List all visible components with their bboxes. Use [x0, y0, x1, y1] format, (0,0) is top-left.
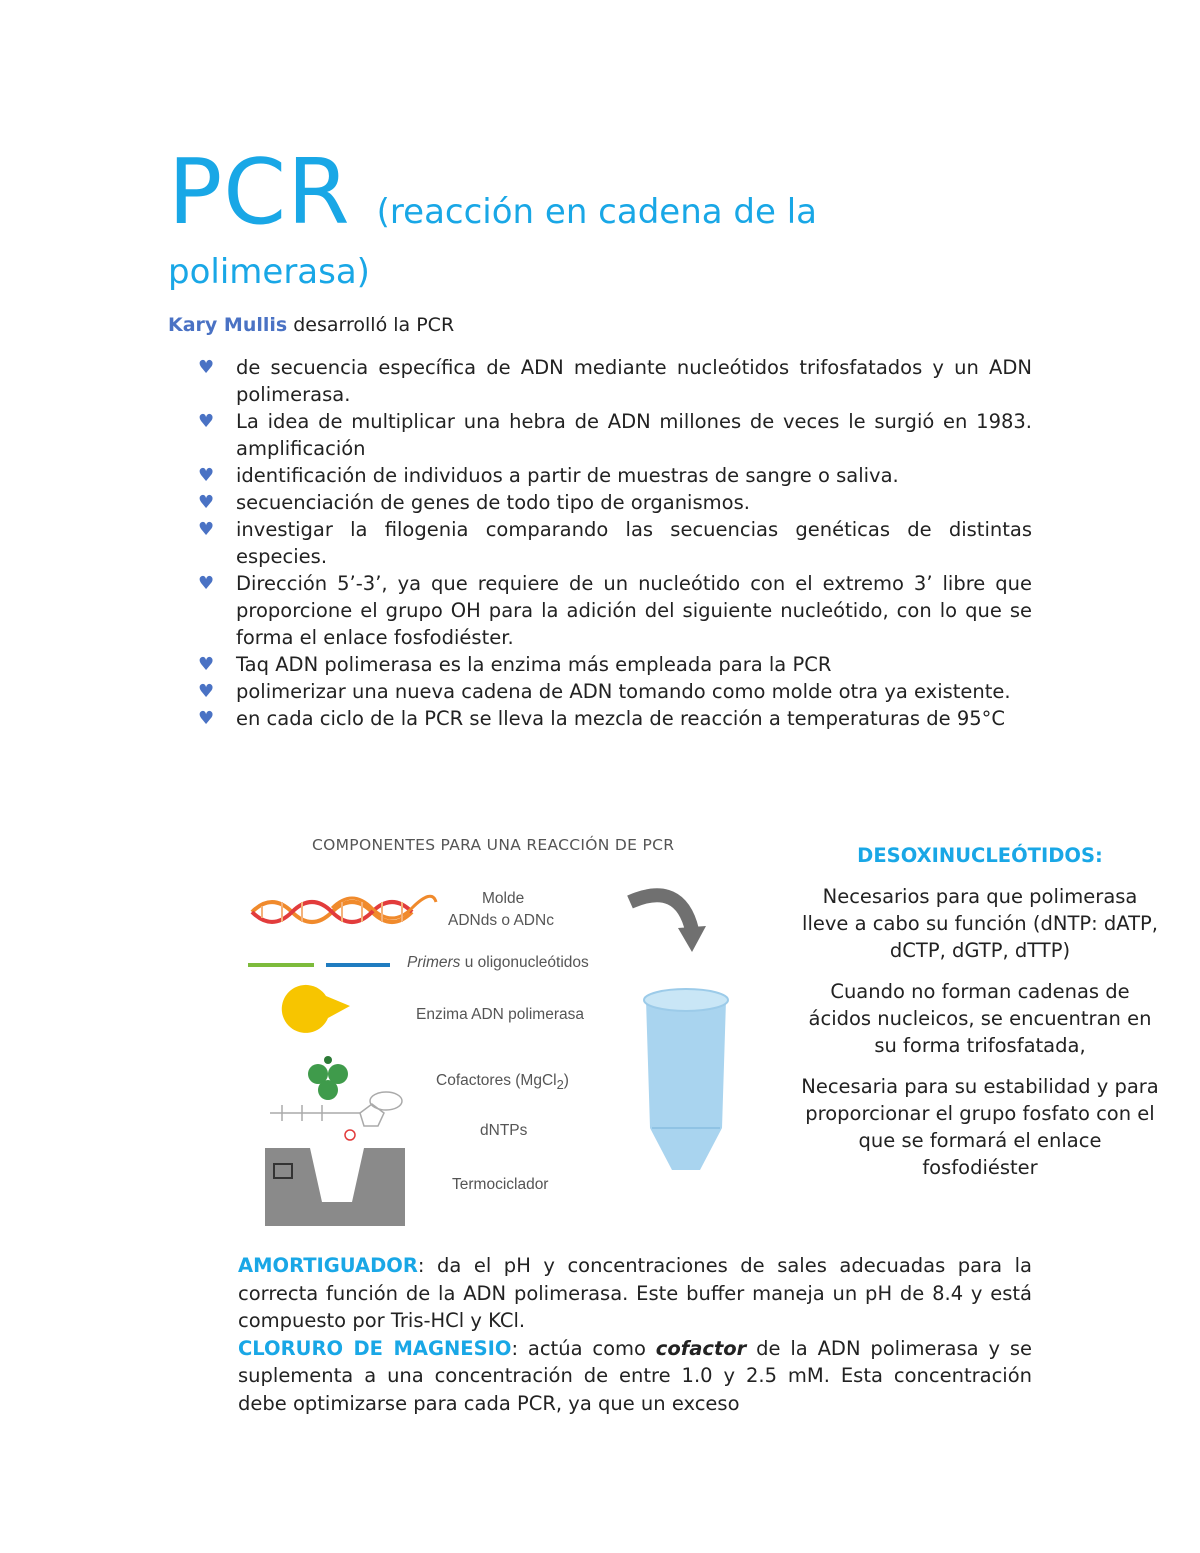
pcr-tube-icon — [644, 989, 728, 1170]
cofactor-icon — [308, 1056, 348, 1100]
desoxinucleotidos-panel — [800, 842, 1160, 1195]
pcr-components-figure — [240, 828, 780, 1228]
list-item: ♥ en cada ciclo de la PCR se lleva la mezcla de reacción a temperaturas de 95°C — [198, 707, 1006, 730]
label-molde-type: ADNds o ADNc — [448, 912, 554, 929]
list-item: ♥ Dirección 5’-3’, ya que requiere de un nucleótido con el extremo 3’ libre que proporcione el grupo OH para la adición del siguiente nucleótido, con lo que se forma el enlace fosfodiéster. — [198, 572, 1032, 649]
page-title — [168, 140, 1068, 245]
heart-bullet-icon: ♥ — [198, 681, 215, 702]
list-item: ♥ identificación de individuos a partir de muestras de sangre o saliva. — [198, 464, 899, 487]
amortiguador-paragraph: AMORTIGUADOR: da el pH y concentraciones de sales adecuadas para la correcta función de la ADN polimerasa. Este buffer maneja un pH de 8.4 y está compuesto por Tris-HCl y KCl. — [238, 1254, 1032, 1332]
enzyme-icon — [282, 985, 350, 1033]
title-main: PCR — [168, 140, 351, 245]
heart-bullet-icon: ♥ — [198, 519, 215, 540]
label-molde: Molde — [482, 890, 525, 907]
heart-bullet-icon: ♥ — [198, 654, 215, 675]
intro-line — [168, 314, 454, 336]
list-item: ♥ polimerizar una nueva cadena de ADN tomando como molde otra ya existente. — [198, 680, 1011, 703]
figure-graphics — [240, 828, 780, 1228]
title-subtitle-line2: polimerasa) — [168, 252, 370, 292]
curved-arrow-icon — [630, 895, 692, 930]
dna-helix-icon — [252, 896, 436, 922]
side-paragraph-1: Necesarios para que polimerasa lleve a cabo su función (dNTP: dATP, dCTP, dGTP, dTTP) — [802, 885, 1158, 962]
side-paragraph-3: Necesaria para su estabilidad y para proporcionar el grupo fosfato con el que se formará el enlace fosfodiéster — [801, 1075, 1159, 1179]
label-enzima: Enzima ADN polimerasa — [416, 1006, 584, 1023]
heart-bullet-icon: ♥ — [198, 708, 215, 729]
list-item: ♥ secuenciación de genes de todo tipo de organismos. — [198, 491, 750, 514]
intro-text: desarrolló la PCR — [287, 314, 455, 336]
bottom-text — [238, 1252, 1032, 1417]
cloruro-paragraph: CLORURO DE MAGNESIO: actúa como cofactor de la ADN polimerasa y se suplementa a una concentración de entre 1.0 y 2.5 mM. Esta concentración debe optimizarse para cada PCR, ya que un exceso — [238, 1336, 1032, 1415]
label-primers: Primers u oligonucleótidos — [407, 954, 589, 971]
side-heading: DESOXINUCLEÓTIDOS: — [857, 844, 1103, 867]
label-dntps: dNTPs — [480, 1122, 528, 1139]
list-item: ♥ investigar la filogenia comparando las secuencias genéticas de distintas especies. — [198, 518, 1032, 568]
heart-bullet-icon: ♥ — [198, 492, 215, 513]
heart-bullet-icon: ♥ — [198, 573, 215, 594]
dntp-molecule-icon — [270, 1092, 402, 1140]
bullet-list — [198, 354, 1032, 732]
figure-title: COMPONENTES PARA UNA REACCIÓN DE PCR — [312, 836, 675, 854]
list-item: ♥ La idea de multiplicar una hebra de ADN millones de veces le surgió en 1983. amplificación — [198, 410, 1032, 460]
heart-bullet-icon: ♥ — [198, 357, 215, 378]
label-cofactores: Cofactores (MgCl$_2$) — [436, 1072, 569, 1093]
author-name: Kary Mullis — [168, 314, 288, 336]
heart-bullet-icon: ♥ — [198, 411, 215, 432]
heart-bullet-icon: ♥ — [198, 465, 215, 486]
title-subtitle: (reacción en cadena de la — [376, 192, 817, 232]
list-item: ♥ de secuencia específica de ADN mediante nucleótidos trifosfatados y un ADN polimerasa. — [198, 356, 1032, 406]
label-termociclador: Termociclador — [452, 1176, 549, 1193]
side-paragraph-2: Cuando no forman cadenas de ácidos nucleicos, se encuentran en su forma trifosfatada, — [808, 980, 1152, 1057]
list-item: ♥ Taq ADN polimerasa es la enzima más empleada para la PCR — [198, 653, 832, 676]
thermocycler-icon — [265, 1148, 405, 1226]
